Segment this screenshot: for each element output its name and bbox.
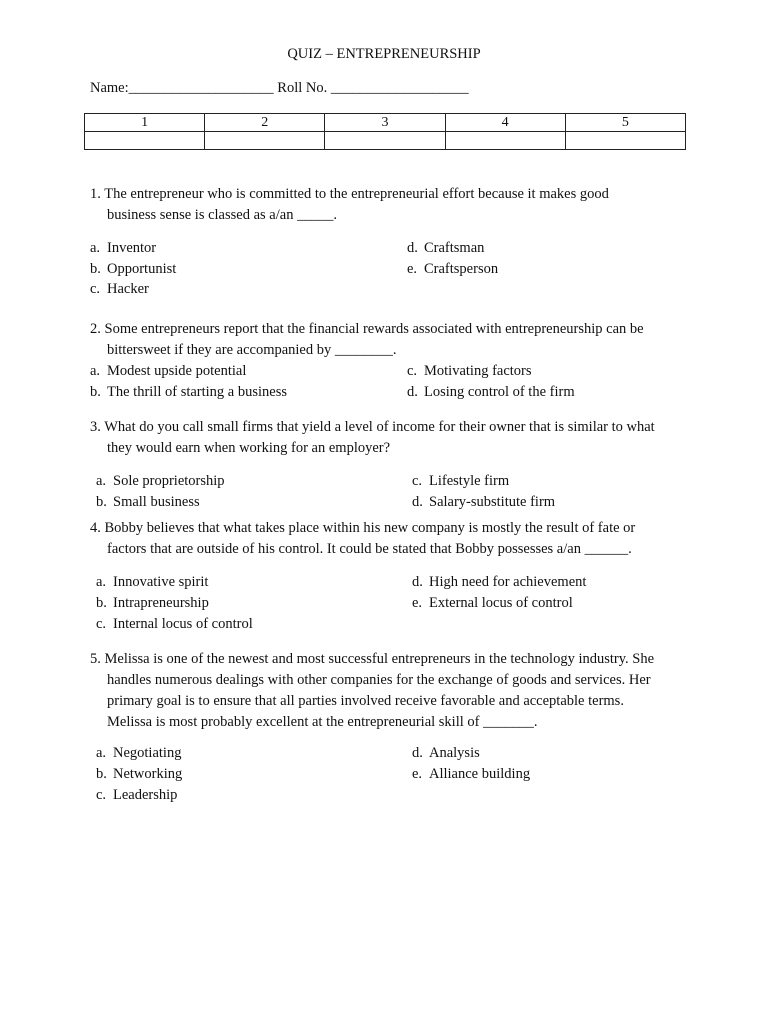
question-text-line: business sense is classed as a/an _____. xyxy=(107,207,337,223)
question-text-line: Melissa is one of the newest and most successful entrepreneurs in the technology industry. She xyxy=(104,651,655,667)
option-4b: b. Intrapreneurship xyxy=(96,595,209,611)
question-text-line: Melissa is most probably excellent at the entrepreneurial skill of _______. xyxy=(107,714,538,730)
name-blank: ____________________ xyxy=(128,80,274,96)
option-2d: d. Losing control of the firm xyxy=(407,384,575,400)
option-4d: d. High need for achievement xyxy=(412,574,587,590)
question-number: 2. xyxy=(90,321,101,337)
question-text-line: What do you call small firms that yield a level of income for their owner that is similar to what xyxy=(104,419,655,435)
question-number: 5. xyxy=(90,651,101,667)
score-header-cell: 1 xyxy=(85,114,205,132)
option-2c: c. Motivating factors xyxy=(407,363,532,379)
name-label: Name: xyxy=(90,80,129,96)
option-2b: b. The thrill of starting a business xyxy=(90,384,288,400)
score-blank-cell xyxy=(205,132,325,150)
score-table xyxy=(84,113,686,150)
question-number: 4. xyxy=(90,520,101,536)
score-blank-cell xyxy=(565,132,685,150)
option-1a: a. Inventor xyxy=(90,240,157,256)
question-text-line: handles numerous dealings with other companies for the exchange of goods and services. Her xyxy=(107,672,651,688)
score-blank-cell xyxy=(85,132,205,150)
option-3b: b. Small business xyxy=(96,494,200,510)
question-5 xyxy=(90,649,678,733)
score-header-cell: 3 xyxy=(325,114,445,132)
option-1d: d. Craftsman xyxy=(407,240,485,256)
roll-blank: ___________________ xyxy=(330,80,469,96)
option-2a: a. Modest upside potential xyxy=(90,363,247,379)
question-text-line: factors that are outside of his control. It could be stated that Bobby possesses a/an ______. xyxy=(107,541,632,557)
question-text-line: Some entrepreneurs report that the financial rewards associated with entrepreneurship can be xyxy=(104,321,644,337)
question-4 xyxy=(90,518,678,560)
option-3a: a. Sole proprietorship xyxy=(96,473,225,489)
page-title: QUIZ – ENTREPRENEURSHIP xyxy=(287,46,481,62)
score-header-cell: 2 xyxy=(205,114,325,132)
option-4e: e. External locus of control xyxy=(412,595,573,611)
option-5e: e. Alliance building xyxy=(412,766,531,782)
option-1b: b. Opportunist xyxy=(90,261,177,277)
score-header-cell: 4 xyxy=(445,114,565,132)
option-1c: c. Hacker xyxy=(90,281,149,297)
option-5b: b. Networking xyxy=(96,766,183,782)
question-text-line: primary goal is to ensure that all parties involved receive favorable and acceptable terms. xyxy=(107,693,624,709)
question-text-line: bittersweet if they are accompanied by ________. xyxy=(107,342,397,358)
option-5a: a. Negotiating xyxy=(96,745,182,761)
score-blank-cell xyxy=(325,132,445,150)
question-number: 1. xyxy=(90,186,101,202)
question-3 xyxy=(90,417,678,459)
score-blank-row xyxy=(85,132,686,150)
score-blank-cell xyxy=(445,132,565,150)
question-text-line: Bobby believes that what takes place within his new company is mostly the result of fate or xyxy=(104,520,636,536)
option-5d: d. Analysis xyxy=(412,745,480,761)
score-header-cell: 5 xyxy=(565,114,685,132)
option-4a: a. Innovative spirit xyxy=(96,574,209,590)
name-roll-line xyxy=(90,80,469,97)
option-3d: d. Salary-substitute firm xyxy=(412,494,556,510)
question-text-line: they would earn when working for an employer? xyxy=(107,440,391,456)
option-1e: e. Craftsperson xyxy=(407,261,499,277)
option-3c: c. Lifestyle firm xyxy=(412,473,510,489)
option-4c: c. Internal locus of control xyxy=(96,616,253,632)
score-header-row xyxy=(85,114,686,132)
question-number: 3. xyxy=(90,419,101,435)
question-text-line: The entrepreneur who is committed to the entrepreneurial effort because it makes good xyxy=(104,186,609,202)
roll-label: Roll No. xyxy=(277,80,328,96)
question-1 xyxy=(90,184,678,226)
option-5c: c. Leadership xyxy=(96,787,178,803)
question-2 xyxy=(90,319,678,361)
